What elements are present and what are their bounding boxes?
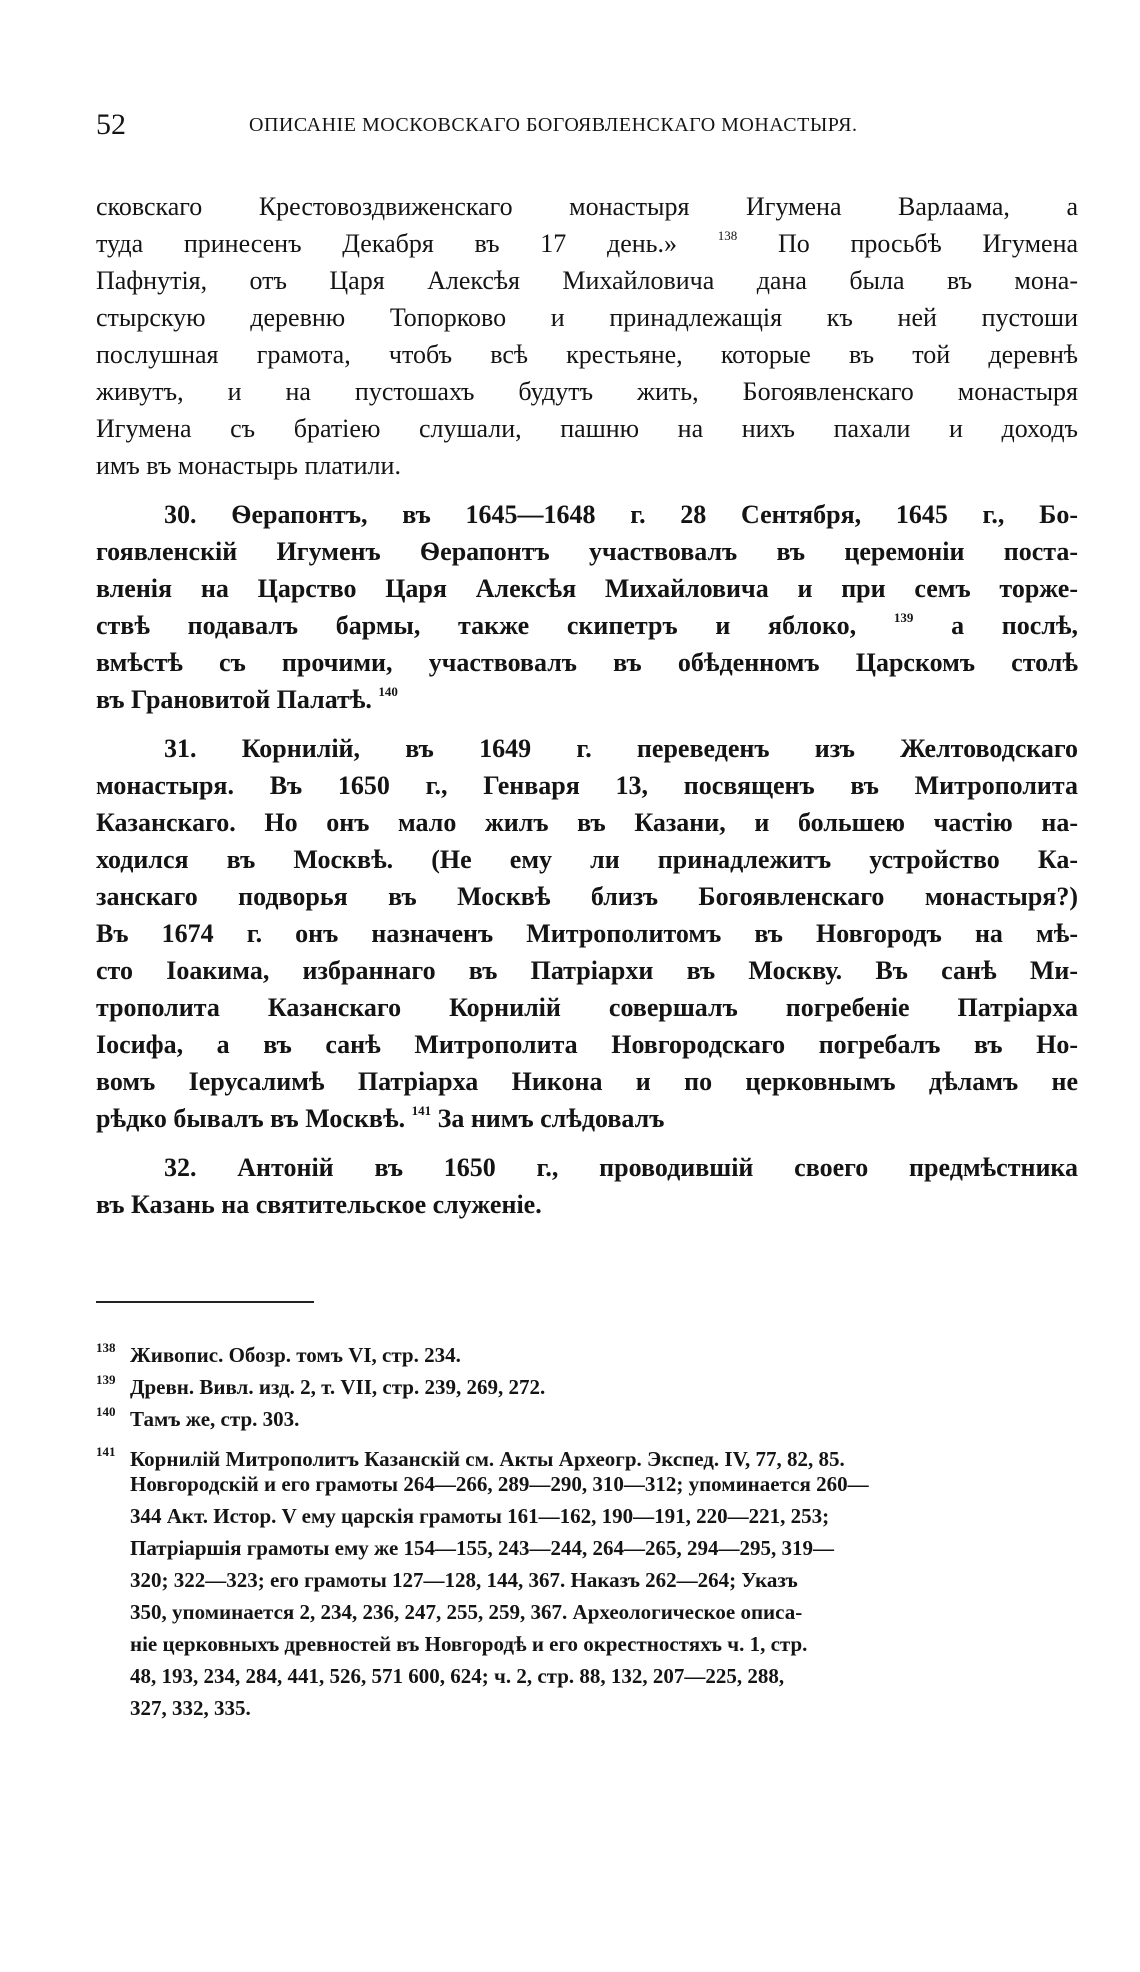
footnote-text: Тамъ же, стр. 303. [130,1407,300,1431]
footnote-text: Древн. Вивл. изд. 2, т. VII, стр. 239, 269, 272. [130,1375,546,1399]
text-segment: въ 1649 г. переведенъ изъ Желтоводскаго [405,734,1079,763]
paragraph-32-antony [96,1149,1078,1223]
text-line [96,496,1078,533]
footnote-line: 48, 193, 234, 284, 441, 526, 571 600, 624; ч. 2, стр. 88, 132, 207—225, 288, [130,1664,785,1688]
footnote-139 [96,1364,1078,1399]
footnote-number: 140 [96,1404,116,1419]
page-header [96,108,1086,148]
text-line: стырскую деревню Топорково и принадлежащія къ ней пустоши [96,303,1078,332]
text-line: монастыря. Въ 1650 г., Генваря 13, посвященъ въ Митрополита [96,771,1078,800]
text-line: Пафнутія, отъ Царя Алексѣя Михайловича дана была въ мона- [96,266,1078,295]
text-line: Игумена съ братіею слушали, пашню на нихъ пахали и доходъ [96,414,1078,443]
footnote-141 [96,1436,1078,1724]
text-line: сковскаго Крестовоздвиженскаго монастыря Игумена Варлаама, а [96,192,1078,221]
running-title: ОПИСАНІЕ МОСКОВСКАГО БОГОЯВЛЕНСКАГО МОНАСТЫРЯ. [249,114,858,136]
entry-number: 31. [164,734,197,763]
text-line: вомъ Іерусалимѣ Патріарха Никона и по церковнымъ дѣламъ не [96,1067,1078,1096]
footnote-ref: 139 [893,610,914,625]
text-line: вмѣстѣ съ прочими, участвовалъ въ обѣденномъ Царскомъ столѣ [96,648,1078,677]
text-line: сто Іоакима, избраннаго въ Патріархи въ Москву. Въ санѣ Ми- [96,956,1078,985]
text-line [96,681,1078,718]
footnote-line: Патріаршія грамоты ему же 154—155, 243—244, 264—265, 294—295, 319— [130,1536,835,1560]
text-line: гоявленскій Игуменъ Ѳерапонтъ участвовалъ въ церемоніи поста- [96,537,1078,566]
text-line: вленія на Царство Царя Алексѣя Михайловича и при семъ торже- [96,574,1078,603]
entry-number: 32. [164,1153,197,1182]
text-segment: За нимъ слѣдовалъ [437,1104,665,1133]
entry-name: Корнилій, [241,734,361,763]
text-line: живутъ, и на пустошахъ будутъ жить, Богоявленскаго монастыря [96,377,1078,406]
text-line [96,607,1078,644]
text-segment: въ 1645—1648 г. 28 Сентября, 1645 г., Бо- [402,500,1078,529]
footnote-line [96,1436,1078,1471]
footnote-ref: 138 [717,228,738,243]
text-line: имъ въ монастырь платили. [96,451,401,480]
text-line: Казанскаго. Но онъ мало жилъ въ Казани, и большею частію на- [96,808,1078,837]
text-segment: въ Грановитой Палатѣ. [96,685,372,714]
text-segment: въ 1650 г., проводившій своего предмѣстника [374,1153,1079,1182]
text-segment: туда принесенъ Декабря въ 17 день.» [96,229,678,258]
main-text [96,188,1078,1223]
text-line: ходился въ Москвѣ. (Не ему ли принадлежитъ устройство Ка- [96,845,1078,874]
footnote-divider [96,1301,314,1303]
text-line: Іосифа, а въ санѣ Митрополита Новгородскаго погребалъ въ Но- [96,1030,1078,1059]
footnote-line: 320; 322—323; его грамоты 127—128, 144, 367. Наказъ 262—264; Указъ [130,1568,798,1592]
paragraph-continuation [96,188,1078,484]
footnote-140 [96,1396,1078,1431]
footnotes [96,1332,1078,1724]
entry-name: Антоній [237,1153,334,1182]
footnote-number: 138 [96,1340,116,1355]
text-line: послушная грамота, чтобъ всѣ крестьяне, которые въ той деревнѣ [96,340,1078,369]
footnote-number: 141 [96,1444,116,1459]
footnote-line: 350, упоминается 2, 234, 236, 247, 255, 259, 367. Археологическое описа- [130,1600,803,1624]
text-line: въ Казань на святительское служеніе. [96,1190,542,1219]
text-line: занскаго подворья въ Москвѣ близъ Богоявленскаго монастыря?) [96,882,1078,911]
footnote-text: Корнилій Митрополитъ Казанскій см. Акты Археогр. Экспед. IV, 77, 82, 85. [130,1447,845,1471]
text-segment: По просьбѣ Игумена [777,229,1079,258]
text-line: трополита Казанскаго Корнилій совершалъ погребеніе Патріарха [96,993,1078,1022]
page-number: 52 [96,108,126,141]
paragraph-30-therapont [96,496,1078,718]
footnote-ref: 140 [378,684,398,699]
text-segment: ствѣ подавалъ бармы, также скипетръ и яблоко, [96,611,857,640]
entry-name: Ѳерапонтъ, [231,500,368,529]
footnote-138 [96,1332,1078,1367]
footnote-line: 327, 332, 335. [130,1696,251,1720]
footnote-ref: 141 [411,1103,432,1118]
footnote-text: Живопис. Обозр. томъ VI, стр. 234. [130,1343,461,1367]
text-line [96,730,1078,767]
footnote-line: 344 Акт. Истор. V ему царскія грамоты 161—162, 190—191, 220—221, 253; [130,1504,830,1528]
text-line [96,225,1078,262]
text-line [96,1149,1078,1186]
text-line: Въ 1674 г. онъ назначенъ Митрополитомъ въ Новгородъ на мѣ- [96,919,1078,948]
text-segment: рѣдко бывалъ въ Москвѣ. [96,1104,406,1133]
footnote-line: ніе церковныхъ древностей въ Новгородѣ и его окрестностяхъ ч. 1, стр. [130,1632,808,1656]
entry-number: 30. [164,500,197,529]
footnote-number: 139 [96,1372,116,1387]
text-segment: а послѣ, [951,611,1079,640]
text-line [96,1100,1078,1137]
footnote-line: Новгородскій и его грамоты 264—266, 289—290, 310—312; упоминается 260— [130,1472,869,1496]
paragraph-31-kornily [96,730,1078,1137]
